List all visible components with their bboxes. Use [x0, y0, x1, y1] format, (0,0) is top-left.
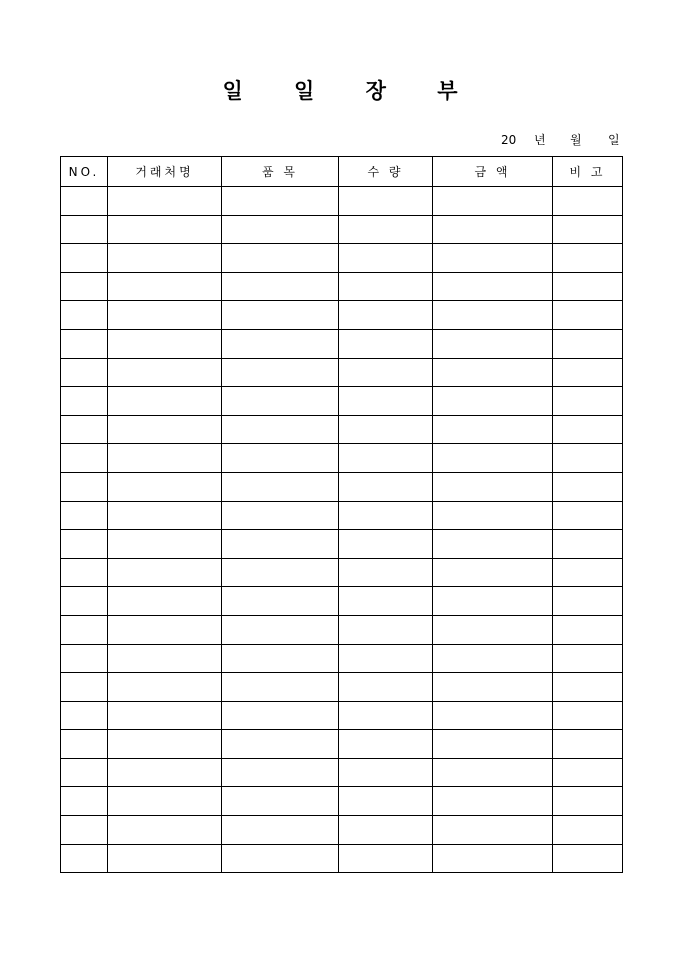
cell-remarks[interactable] [553, 816, 623, 845]
cell-client-name[interactable] [108, 587, 222, 616]
header-remarks: 비 고 [553, 157, 623, 187]
date-month-unit: 월 [570, 133, 582, 147]
table-row [61, 387, 623, 416]
cell-remarks[interactable] [553, 501, 623, 530]
date-line [0, 132, 680, 148]
cell-no[interactable] [61, 673, 108, 702]
cell-client-name[interactable] [108, 472, 222, 501]
cell-remarks[interactable] [553, 472, 623, 501]
cell-no[interactable] [61, 444, 108, 473]
cell-item[interactable] [222, 615, 339, 644]
cell-amount[interactable] [433, 272, 553, 301]
cell-no[interactable] [61, 329, 108, 358]
cell-item[interactable] [222, 758, 339, 787]
table-row [61, 844, 623, 873]
cell-amount[interactable] [433, 358, 553, 387]
table-row [61, 215, 623, 244]
cell-no[interactable] [61, 530, 108, 559]
cell-quantity[interactable] [339, 301, 433, 330]
cell-amount[interactable] [433, 673, 553, 702]
cell-quantity[interactable] [339, 358, 433, 387]
cell-quantity[interactable] [339, 615, 433, 644]
cell-quantity[interactable] [339, 444, 433, 473]
cell-client-name[interactable] [108, 844, 222, 873]
cell-client-name[interactable] [108, 301, 222, 330]
cell-item[interactable] [222, 244, 339, 273]
cell-no[interactable] [61, 187, 108, 216]
cell-amount[interactable] [433, 501, 553, 530]
cell-quantity[interactable] [339, 816, 433, 845]
cell-quantity[interactable] [339, 644, 433, 673]
cell-remarks[interactable] [553, 673, 623, 702]
table-header-row [61, 157, 623, 187]
cell-item[interactable] [222, 787, 339, 816]
cell-no[interactable] [61, 644, 108, 673]
cell-client-name[interactable] [108, 387, 222, 416]
cell-no[interactable] [61, 358, 108, 387]
cell-remarks[interactable] [553, 244, 623, 273]
cell-amount[interactable] [433, 301, 553, 330]
cell-no[interactable] [61, 215, 108, 244]
cell-no[interactable] [61, 787, 108, 816]
header-item: 품 목 [222, 157, 339, 187]
cell-no[interactable] [61, 615, 108, 644]
cell-item[interactable] [222, 587, 339, 616]
cell-item[interactable] [222, 530, 339, 559]
cell-client-name[interactable] [108, 730, 222, 759]
cell-amount[interactable] [433, 387, 553, 416]
table-row [61, 329, 623, 358]
cell-remarks[interactable] [553, 187, 623, 216]
cell-remarks[interactable] [553, 701, 623, 730]
cell-quantity[interactable] [339, 730, 433, 759]
header-amount: 금 액 [433, 157, 553, 187]
header-quantity: 수 량 [339, 157, 433, 187]
cell-remarks[interactable] [553, 730, 623, 759]
cell-amount[interactable] [433, 244, 553, 273]
cell-no[interactable] [61, 701, 108, 730]
cell-item[interactable] [222, 301, 339, 330]
cell-client-name[interactable] [108, 558, 222, 587]
ledger-body [61, 187, 623, 873]
cell-item[interactable] [222, 701, 339, 730]
table-row [61, 472, 623, 501]
cell-no[interactable] [61, 415, 108, 444]
cell-client-name[interactable] [108, 673, 222, 702]
cell-item[interactable] [222, 472, 339, 501]
cell-quantity[interactable] [339, 215, 433, 244]
cell-amount[interactable] [433, 587, 553, 616]
cell-amount[interactable] [433, 444, 553, 473]
cell-item[interactable] [222, 272, 339, 301]
table-row [61, 530, 623, 559]
cell-remarks[interactable] [553, 558, 623, 587]
page-title: 일 일 장 부 [222, 78, 480, 103]
cell-item[interactable] [222, 444, 339, 473]
cell-no[interactable] [61, 758, 108, 787]
cell-item[interactable] [222, 730, 339, 759]
cell-quantity[interactable] [339, 272, 433, 301]
cell-item[interactable] [222, 673, 339, 702]
table-row [61, 673, 623, 702]
table-row [61, 816, 623, 845]
cell-item[interactable] [222, 387, 339, 416]
cell-no[interactable] [61, 501, 108, 530]
cell-no[interactable] [61, 272, 108, 301]
cell-quantity[interactable] [339, 758, 433, 787]
cell-client-name[interactable] [108, 501, 222, 530]
cell-client-name[interactable] [108, 272, 222, 301]
table-row [61, 301, 623, 330]
cell-amount[interactable] [433, 530, 553, 559]
ledger-table [60, 156, 623, 873]
cell-amount[interactable] [433, 816, 553, 845]
cell-client-name[interactable] [108, 444, 222, 473]
cell-no[interactable] [61, 301, 108, 330]
cell-client-name[interactable] [108, 644, 222, 673]
cell-item[interactable] [222, 187, 339, 216]
cell-no[interactable] [61, 730, 108, 759]
cell-amount[interactable] [433, 701, 553, 730]
cell-quantity[interactable] [339, 530, 433, 559]
cell-client-name[interactable] [108, 615, 222, 644]
table-row [61, 501, 623, 530]
table-row [61, 272, 623, 301]
cell-client-name[interactable] [108, 816, 222, 845]
cell-item[interactable] [222, 644, 339, 673]
cell-item[interactable] [222, 415, 339, 444]
cell-client-name[interactable] [108, 187, 222, 216]
cell-remarks[interactable] [553, 215, 623, 244]
cell-remarks[interactable] [553, 272, 623, 301]
cell-amount[interactable] [433, 644, 553, 673]
cell-remarks[interactable] [553, 415, 623, 444]
date-year-prefix: 20 [501, 133, 517, 147]
cell-item[interactable] [222, 358, 339, 387]
cell-amount[interactable] [433, 787, 553, 816]
cell-remarks[interactable] [553, 615, 623, 644]
cell-remarks[interactable] [553, 644, 623, 673]
cell-amount[interactable] [433, 187, 553, 216]
cell-item[interactable] [222, 215, 339, 244]
cell-amount[interactable] [433, 730, 553, 759]
table-row [61, 615, 623, 644]
cell-client-name[interactable] [108, 530, 222, 559]
cell-quantity[interactable] [339, 415, 433, 444]
date-day-unit: 일 [608, 133, 620, 147]
cell-quantity[interactable] [339, 673, 433, 702]
cell-client-name[interactable] [108, 415, 222, 444]
cell-item[interactable] [222, 329, 339, 358]
cell-remarks[interactable] [553, 787, 623, 816]
cell-no[interactable] [61, 558, 108, 587]
cell-quantity[interactable] [339, 501, 433, 530]
cell-no[interactable] [61, 387, 108, 416]
cell-remarks[interactable] [553, 329, 623, 358]
cell-remarks[interactable] [553, 758, 623, 787]
cell-remarks[interactable] [553, 587, 623, 616]
cell-amount[interactable] [433, 558, 553, 587]
cell-client-name[interactable] [108, 244, 222, 273]
cell-quantity[interactable] [339, 701, 433, 730]
table-row [61, 644, 623, 673]
cell-quantity[interactable] [339, 187, 433, 216]
cell-no[interactable] [61, 587, 108, 616]
cell-client-name[interactable] [108, 329, 222, 358]
table-row [61, 758, 623, 787]
cell-remarks[interactable] [553, 844, 623, 873]
cell-client-name[interactable] [108, 701, 222, 730]
cell-remarks[interactable] [553, 387, 623, 416]
cell-amount[interactable] [433, 472, 553, 501]
cell-remarks[interactable] [553, 444, 623, 473]
table-row [61, 587, 623, 616]
cell-quantity[interactable] [339, 472, 433, 501]
table-row [61, 701, 623, 730]
cell-client-name[interactable] [108, 787, 222, 816]
cell-quantity[interactable] [339, 587, 433, 616]
date-year-unit: 년 [534, 133, 546, 147]
cell-quantity[interactable] [339, 787, 433, 816]
cell-item[interactable] [222, 558, 339, 587]
cell-amount[interactable] [433, 844, 553, 873]
cell-no[interactable] [61, 816, 108, 845]
cell-amount[interactable] [433, 758, 553, 787]
cell-amount[interactable] [433, 215, 553, 244]
cell-no[interactable] [61, 844, 108, 873]
cell-no[interactable] [61, 244, 108, 273]
table-row [61, 415, 623, 444]
cell-item[interactable] [222, 501, 339, 530]
cell-quantity[interactable] [339, 387, 433, 416]
table-row [61, 244, 623, 273]
cell-client-name[interactable] [108, 758, 222, 787]
table-row [61, 444, 623, 473]
cell-quantity[interactable] [339, 244, 433, 273]
table-row [61, 730, 623, 759]
cell-item[interactable] [222, 816, 339, 845]
cell-remarks[interactable] [553, 358, 623, 387]
cell-remarks[interactable] [553, 301, 623, 330]
cell-item[interactable] [222, 844, 339, 873]
cell-amount[interactable] [433, 415, 553, 444]
table-row [61, 558, 623, 587]
cell-quantity[interactable] [339, 558, 433, 587]
cell-remarks[interactable] [553, 530, 623, 559]
cell-client-name[interactable] [108, 358, 222, 387]
table-row [61, 187, 623, 216]
table-row [61, 787, 623, 816]
header-no: NO. [61, 157, 108, 187]
header-client-name: 거래처명 [108, 157, 222, 187]
cell-client-name[interactable] [108, 215, 222, 244]
cell-amount[interactable] [433, 329, 553, 358]
table-row [61, 358, 623, 387]
cell-no[interactable] [61, 472, 108, 501]
cell-quantity[interactable] [339, 329, 433, 358]
cell-quantity[interactable] [339, 844, 433, 873]
cell-amount[interactable] [433, 615, 553, 644]
